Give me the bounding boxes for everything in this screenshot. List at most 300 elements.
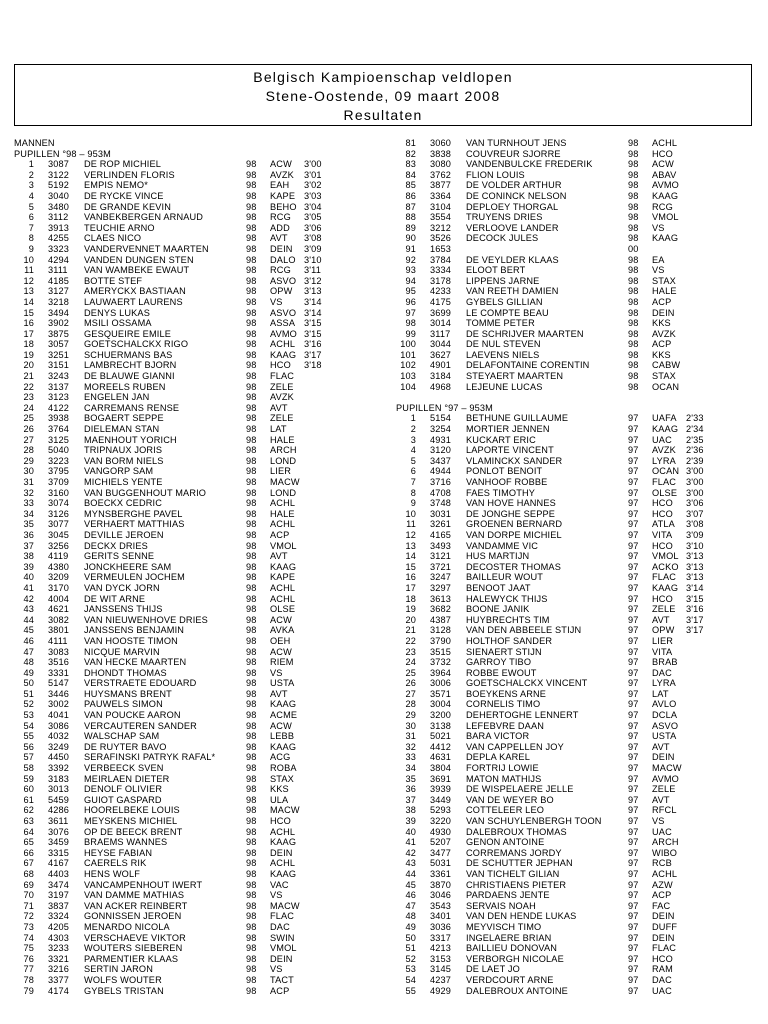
result-row — [396, 604, 756, 615]
birth-year: 97 — [628, 508, 639, 519]
athlete-name: CLAES NICO — [84, 233, 142, 244]
club-code: ACG — [270, 752, 291, 763]
position: 64 — [23, 826, 34, 837]
birth-year: 98 — [628, 222, 639, 233]
club-code: HCO — [652, 593, 673, 604]
club-code: STAX — [270, 773, 294, 784]
position: 20 — [405, 614, 416, 625]
result-row — [14, 901, 374, 912]
finish-time: 3'16 — [304, 339, 322, 350]
finish-time: 3'18 — [304, 360, 322, 371]
bib-number: 5040 — [48, 445, 70, 456]
birth-year: 97 — [628, 731, 639, 742]
athlete-name: WOUTERS SIEBEREN — [84, 943, 183, 954]
result-row — [14, 848, 374, 859]
birth-year: 98 — [628, 286, 639, 297]
position: 22 — [405, 635, 416, 646]
result-row — [396, 308, 756, 319]
birth-year: 98 — [246, 773, 257, 784]
birth-year: 97 — [628, 487, 639, 498]
birth-year: 98 — [628, 360, 639, 371]
bib-number: 4412 — [430, 741, 452, 752]
finish-time: 3'13 — [686, 572, 704, 583]
club-code: VAC — [270, 879, 289, 890]
club-code: ARCH — [270, 445, 297, 456]
position: 7 — [28, 222, 34, 233]
club-code: HCO — [652, 540, 673, 551]
position: 16 — [23, 318, 34, 329]
position: 39 — [405, 816, 416, 826]
athlete-name: VAN SCHUYLENBERGH TOON — [466, 816, 602, 826]
bib-number: 3699 — [430, 307, 452, 318]
athlete-name: ELOOT BERT — [466, 265, 526, 276]
bib-number: 3170 — [48, 582, 70, 593]
result-row — [396, 827, 756, 838]
birth-year: 98 — [246, 964, 257, 975]
club-code: LYRA — [652, 678, 676, 689]
birth-year: 98 — [246, 837, 257, 848]
birth-year: 98 — [246, 943, 257, 954]
position: 98 — [405, 318, 416, 329]
bib-number: 3014 — [430, 318, 452, 329]
club-code: ABAV — [652, 169, 677, 180]
athlete-name: VERSCHAEVE VIKTOR — [84, 932, 186, 943]
position: 76 — [23, 953, 34, 964]
result-row — [14, 477, 374, 488]
finish-time: 3'08 — [304, 233, 322, 244]
club-code: VS — [652, 265, 665, 276]
position: 69 — [23, 879, 34, 890]
birth-year: 97 — [628, 466, 639, 477]
finish-time: 2'35 — [686, 434, 704, 445]
bib-number: 4213 — [430, 943, 452, 954]
result-row — [14, 424, 374, 435]
bib-number: 3004 — [430, 699, 452, 710]
bib-number: 3111 — [48, 265, 68, 276]
birth-year: 98 — [246, 222, 257, 233]
bib-number: 3321 — [48, 953, 70, 964]
position: 21 — [405, 625, 416, 636]
birth-year: 98 — [246, 434, 257, 445]
birth-year: 98 — [246, 508, 257, 519]
result-row — [396, 244, 756, 255]
birth-year: 98 — [246, 561, 257, 572]
club-code: ACKO — [652, 561, 679, 572]
birth-year: 98 — [628, 328, 639, 339]
bib-number: 3261 — [430, 519, 452, 530]
bib-number: 3762 — [430, 169, 452, 180]
birth-year: 98 — [246, 699, 257, 710]
club-code: FLAC — [652, 477, 677, 487]
position: 88 — [405, 212, 416, 223]
club-code: AVT — [270, 551, 288, 562]
birth-year: 98 — [246, 985, 257, 996]
club-code: HCO — [652, 508, 673, 519]
bib-number: 4111 — [48, 635, 68, 646]
club-code: LAT — [652, 688, 669, 699]
athlete-name: DE RUYTER BAVO — [84, 741, 167, 752]
athlete-name: BAILLIEU DONOVAN — [466, 943, 558, 954]
position: 102 — [400, 360, 416, 371]
athlete-name: SERVAIS NOAH — [466, 900, 536, 911]
result-row — [14, 869, 374, 880]
position: 25 — [405, 667, 416, 678]
birth-year: 97 — [628, 604, 639, 615]
athlete-name: VERBEECK SVEN — [84, 763, 164, 774]
position: 59 — [23, 773, 34, 784]
position: 22 — [23, 381, 34, 392]
birth-year: 98 — [246, 254, 257, 265]
bib-number: 3474 — [48, 879, 70, 890]
position: 24 — [405, 657, 416, 668]
club-code: KAPE — [270, 190, 296, 201]
position: 46 — [23, 635, 34, 646]
club-code: DAC — [652, 974, 672, 985]
club-code: KAAG — [652, 424, 679, 435]
club-code: HALE — [652, 286, 677, 297]
birth-year: 97 — [628, 455, 639, 466]
club-code: VS — [270, 296, 283, 307]
club-code: AVT — [652, 741, 670, 752]
position: 36 — [23, 529, 34, 540]
birth-year: 97 — [628, 868, 639, 879]
position: 34 — [23, 508, 34, 519]
athlete-name: HEYSE FABIAN — [84, 847, 153, 858]
result-row — [14, 625, 374, 636]
athlete-name: SIENAERT STIJN — [466, 646, 542, 657]
bib-number: 3361 — [430, 868, 452, 879]
result-row — [396, 911, 756, 922]
finish-time: 3'09 — [686, 529, 704, 540]
birth-year: 98 — [246, 741, 257, 752]
result-row — [14, 774, 374, 785]
birth-year: 97 — [628, 657, 639, 668]
bib-number: 3128 — [430, 625, 452, 636]
result-row — [14, 488, 374, 499]
birth-year: 98 — [246, 328, 257, 339]
athlete-name: DEVILLE JEROEN — [84, 529, 164, 540]
club-code: ACHL — [270, 339, 296, 350]
bib-number: 3080 — [430, 159, 452, 170]
athlete-name: MORTIER JENNEN — [466, 424, 550, 435]
birth-year: 97 — [628, 890, 639, 901]
bib-number: 5021 — [430, 731, 452, 742]
club-code: ACW — [270, 720, 292, 731]
bib-number: 3160 — [48, 487, 70, 498]
position: 2 — [28, 169, 34, 180]
bib-number: 3060 — [430, 138, 452, 148]
birth-year: 97 — [628, 582, 639, 593]
club-code: ACP — [652, 339, 672, 350]
club-code: ARCH — [652, 837, 679, 848]
result-row — [14, 382, 374, 393]
finish-time: 3'06 — [304, 222, 322, 233]
result-row — [14, 954, 374, 965]
athlete-name: CORREMANS JORDY — [466, 847, 562, 858]
birth-year: 98 — [246, 900, 257, 911]
position: 30 — [405, 720, 416, 731]
athlete-name: BETHUNE GUILLAUME — [466, 413, 569, 424]
position: 89 — [405, 222, 416, 233]
bib-number: 3515 — [430, 646, 452, 657]
club-code: DUFF — [652, 921, 678, 932]
birth-year: 98 — [246, 614, 257, 625]
birth-year: 97 — [628, 678, 639, 689]
bib-number: 4041 — [48, 710, 70, 721]
bib-number: 3392 — [48, 763, 70, 774]
result-row — [396, 784, 756, 795]
result-row — [14, 975, 374, 986]
club-code: CABW — [652, 360, 681, 371]
position: 77 — [23, 964, 34, 975]
athlete-name: PONLOT BENOIT — [466, 466, 543, 477]
birth-year: 98 — [628, 371, 639, 382]
club-code: AZW — [652, 879, 673, 890]
birth-year: 97 — [628, 635, 639, 646]
position: 14 — [405, 551, 416, 562]
position: 37 — [23, 540, 34, 551]
birth-year: 97 — [628, 529, 639, 540]
finish-time: 3'03 — [304, 190, 322, 201]
category-pupillen-98: PUPILLEN °98 – 953M — [14, 148, 111, 159]
result-row — [14, 371, 374, 382]
result-row — [396, 699, 756, 710]
club-code: VS — [270, 964, 283, 975]
club-code: AVMO — [652, 773, 679, 784]
position: 97 — [405, 307, 416, 318]
athlete-name: PAUWELS SIMON — [84, 699, 163, 710]
athlete-name: VAN REETH DAMIEN — [466, 286, 559, 297]
athlete-name: OP DE BEECK BRENT — [84, 826, 183, 837]
athlete-name: DALEBROUX ANTOINE — [466, 985, 568, 996]
result-row — [14, 721, 374, 732]
position: 11 — [24, 265, 34, 276]
athlete-name: LAUWAERT LAURENS — [84, 296, 183, 307]
position: 45 — [23, 625, 34, 636]
venue-date: Stene-Oostende, 09 maart 2008 — [265, 88, 501, 104]
category-pupillen-97: PUPILLEN °97 – 953M — [396, 402, 493, 413]
birth-year: 97 — [628, 519, 639, 530]
club-code: KAAG — [270, 561, 297, 572]
right-column — [396, 138, 756, 996]
club-code: KAPE — [270, 572, 296, 583]
result-row — [396, 138, 756, 149]
result-row — [14, 392, 374, 403]
result-row — [14, 986, 374, 997]
bib-number: 3790 — [430, 635, 452, 646]
position: 53 — [23, 710, 34, 721]
birth-year: 98 — [246, 201, 257, 212]
position: 55 — [23, 731, 34, 742]
athlete-name: MYNSBERGHE PAVEL — [84, 508, 183, 519]
birth-year: 98 — [628, 138, 639, 148]
finish-time: 3'17 — [304, 349, 322, 360]
club-code: ASVO — [652, 720, 679, 731]
club-code: AVMO — [270, 328, 297, 339]
bib-number: 3086 — [48, 720, 70, 731]
birth-year: 98 — [246, 731, 257, 742]
club-code: LOND — [270, 487, 297, 498]
result-row — [396, 551, 756, 562]
result-row — [396, 890, 756, 901]
birth-year: 98 — [628, 180, 639, 191]
athlete-name: HALEWYCK THIJS — [466, 593, 548, 604]
athlete-name: TEUCHIE ARNO — [84, 222, 155, 233]
result-row — [14, 339, 374, 350]
club-code: RCG — [652, 201, 673, 212]
athlete-name: HENS WOLF — [84, 868, 140, 879]
club-code: UAC — [652, 985, 672, 996]
bib-number: 3801 — [48, 625, 70, 636]
result-row — [14, 519, 374, 530]
bib-number: 4119 — [48, 551, 69, 562]
athlete-name: VAN DE WEYER BO — [466, 794, 554, 805]
birth-year: 97 — [628, 847, 639, 858]
bib-number: 4122 — [48, 402, 70, 413]
athlete-name: TRUYENS DRIES — [466, 212, 543, 223]
club-code: VS — [270, 667, 283, 678]
results-list-pupillen-98-continued — [396, 138, 756, 392]
athlete-name: VLAMINCKX SANDER — [466, 455, 563, 466]
athlete-name: DE ROP MICHIEL — [84, 159, 161, 170]
club-code: HCO — [270, 360, 291, 371]
finish-time: 3'00 — [686, 466, 704, 477]
result-row — [14, 541, 374, 552]
athlete-name: COTTELEER LEO — [466, 805, 545, 816]
result-row — [396, 763, 756, 774]
position: 47 — [23, 646, 34, 657]
bib-number: 3480 — [48, 201, 70, 212]
athlete-name: DELAFONTAINE CORENTIN — [466, 360, 590, 371]
athlete-name: VANDEN DUNGEN STEN — [84, 254, 194, 265]
finish-time: 2'33 — [686, 413, 704, 424]
position: 100 — [400, 339, 416, 350]
result-row — [396, 594, 756, 605]
club-code: ACHL — [270, 826, 296, 837]
position: 31 — [23, 477, 34, 487]
athlete-name: DALEBROUX THOMAS — [466, 826, 567, 837]
athlete-name: DE GRANDE KEVIN — [84, 201, 171, 212]
athlete-name: VAN WAMBEKE EWAUT — [84, 265, 190, 276]
position: 55 — [405, 985, 416, 996]
birth-year: 98 — [246, 625, 257, 636]
club-code: KKS — [270, 784, 289, 795]
position: 42 — [23, 593, 34, 604]
club-code: DEIN — [270, 243, 293, 254]
athlete-name: DECKX DRIES — [84, 540, 148, 551]
bib-number: 3125 — [48, 434, 70, 445]
club-code: AVLO — [652, 699, 677, 710]
result-row — [396, 498, 756, 509]
bib-number: 4387 — [430, 614, 452, 625]
position: 49 — [405, 921, 416, 932]
result-row — [396, 202, 756, 213]
bib-number: 5031 — [430, 858, 452, 869]
birth-year: 98 — [246, 318, 257, 329]
position: 8 — [410, 487, 416, 498]
birth-year: 97 — [628, 561, 639, 572]
position: 10 — [405, 508, 416, 519]
position: 52 — [23, 699, 34, 710]
result-row — [396, 276, 756, 287]
result-row — [396, 615, 756, 626]
bib-number: 3613 — [430, 593, 452, 604]
position: 93 — [405, 265, 416, 276]
athlete-name: BOECKX CEDRIC — [84, 498, 163, 509]
club-code: ACW — [270, 646, 292, 657]
athlete-name: MEYSKENS MICHIEL — [84, 816, 178, 826]
birth-year: 97 — [628, 921, 639, 932]
result-row — [14, 360, 374, 371]
birth-year: 97 — [628, 752, 639, 763]
position: 66 — [23, 847, 34, 858]
club-code: TACT — [270, 974, 294, 985]
birth-year: 98 — [246, 402, 257, 413]
athlete-name: VERLINDEN FLORIS — [84, 169, 175, 180]
athlete-name: WALSCHAP SAM — [84, 731, 160, 742]
result-row — [14, 265, 374, 276]
finish-time: 3'13 — [686, 551, 704, 562]
bib-number: 3138 — [430, 720, 452, 731]
finish-time: 3'00 — [686, 487, 704, 498]
result-row — [14, 445, 374, 456]
bib-number: 4403 — [48, 868, 70, 879]
result-row — [396, 191, 756, 202]
result-row — [396, 880, 756, 891]
birth-year: 97 — [628, 646, 639, 657]
result-row — [14, 403, 374, 414]
position: 3 — [410, 434, 416, 445]
result-row — [14, 318, 374, 329]
club-code: ACP — [270, 529, 290, 540]
bib-number: 3087 — [48, 159, 70, 170]
bib-number: 4380 — [48, 561, 70, 572]
athlete-name: COUVREUR SJORRE — [466, 148, 561, 159]
club-code: STAX — [652, 371, 676, 382]
athlete-name: VERBORGH NICOLAE — [466, 953, 564, 964]
result-row — [14, 212, 374, 223]
athlete-name: GOETSCHALCKX RIGO — [84, 339, 189, 350]
position: 9 — [28, 243, 34, 254]
bib-number: 4708 — [430, 487, 452, 498]
result-row — [396, 466, 756, 477]
athlete-name: DEHERTOGHE LENNERT — [466, 710, 579, 721]
athlete-name: LIPPENS JARNE — [466, 275, 540, 286]
athlete-name: VAN DEN HENDE LUKAS — [466, 911, 577, 922]
result-row — [14, 933, 374, 944]
club-code: VS — [652, 816, 665, 826]
club-code: KAAG — [270, 699, 297, 710]
position: 74 — [23, 932, 34, 943]
club-code: ZELE — [652, 604, 676, 615]
athlete-name: PARMENTIER KLAAS — [84, 953, 179, 964]
bib-number: 3748 — [430, 498, 452, 509]
position: 14 — [23, 296, 34, 307]
athlete-name: VANDAMME VIC — [466, 540, 539, 551]
athlete-name: HUS MARTIJN — [466, 551, 530, 562]
result-row — [14, 562, 374, 573]
result-row — [14, 805, 374, 816]
bib-number: 3709 — [48, 477, 70, 487]
bib-number: 3543 — [430, 900, 452, 911]
position: 38 — [405, 805, 416, 816]
athlete-name: PARDAENS JENTE — [466, 890, 550, 901]
result-row — [14, 286, 374, 297]
club-code: AVZK — [652, 328, 676, 339]
club-code: HCO — [270, 816, 291, 826]
athlete-name: VAN CAPPELLEN JOY — [466, 741, 564, 752]
athlete-name: CAERELS RIK — [84, 858, 147, 869]
